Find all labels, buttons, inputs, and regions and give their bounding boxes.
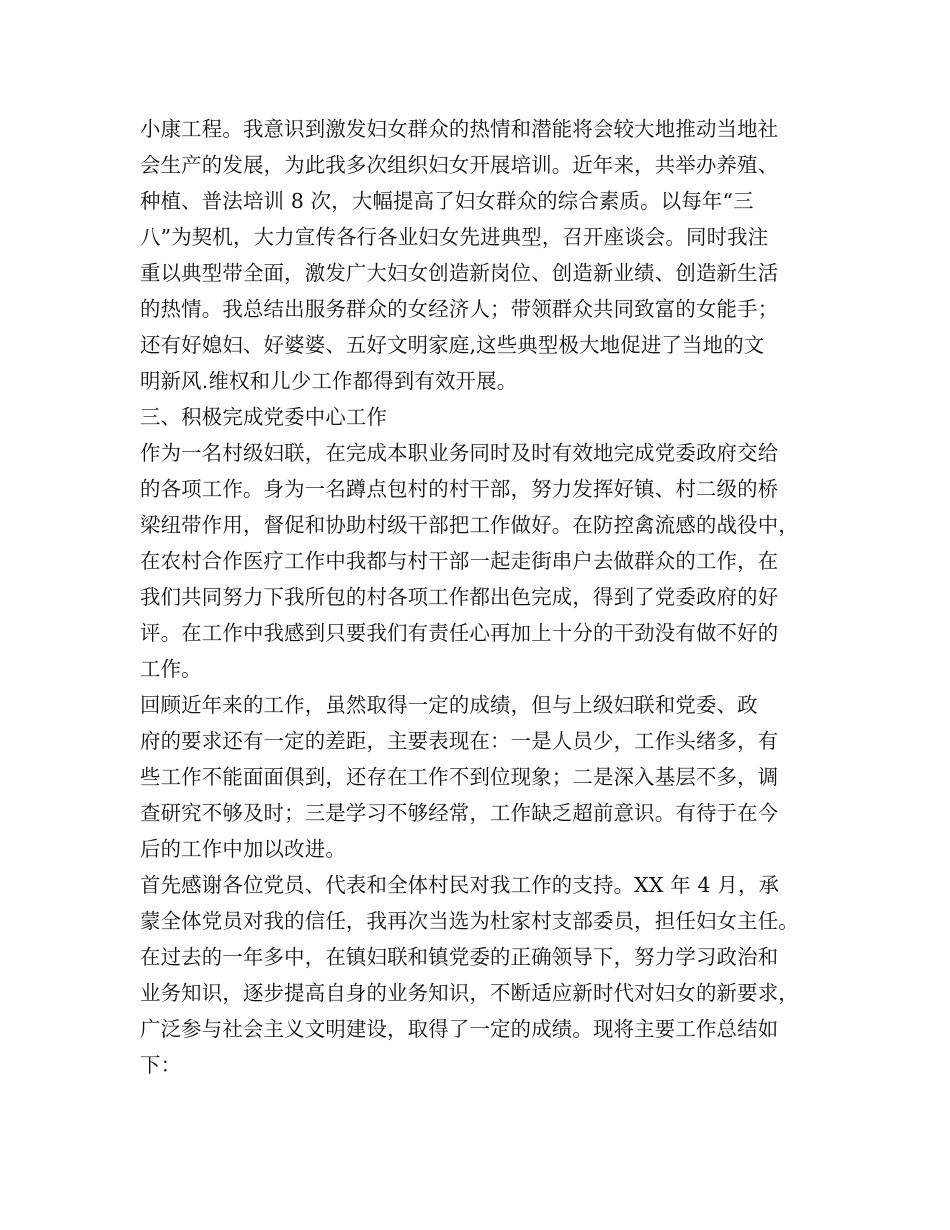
text-line: 种植、普法培训 8 次，大幅提高了妇女群众的综合素质。以每年“三	[140, 189, 754, 213]
text-line: 回顾近年来的工作，虽然取得一定的成绩，但与上级妇联和党委、政	[140, 693, 758, 717]
text-line: 的各项工作。身为一名蹲点包村的村干部，努力发挥好镇、村二级的桥	[140, 477, 779, 501]
text-line: 我们共同努力下我所包的村各项工作都出色完成，得到了党委政府的好	[140, 585, 779, 609]
text-line: 明新风.维权和儿少工作都得到有效开展。	[140, 369, 518, 393]
text-line: 的热情。我总结出服务群众的女经济人；带领群众共同致富的女能手；	[140, 297, 779, 321]
text-line: 些工作不能面面俱到，还存在工作不到位现象；二是深入基层不多，调	[140, 765, 779, 789]
text-line: 广泛参与社会主义文明建设，取得了一定的成绩。现将主要工作总结如	[140, 1017, 779, 1041]
text-line: 蒙全体党员对我的信任，我再次当选为杜家村支部委员，担任妇女主任。	[140, 909, 799, 933]
section-heading: 三、积极完成党委中心工作	[140, 405, 388, 429]
text-line: 首先感谢各位党员、代表和全体村民对我工作的支持。XX 年 4 月，承	[140, 873, 780, 897]
text-line: 会生产的发展，为此我多次组织妇女开展培训。近年来，共举办养殖、	[140, 153, 779, 177]
text-line: 梁纽带作用，督促和协助村级干部把工作做好。在防控禽流感的战役中，	[140, 513, 799, 537]
text-line: 评。在工作中我感到只要我们有责任心再加上十分的干劲没有做不好的	[140, 621, 779, 645]
text-line: 后的工作中加以改进。	[140, 837, 346, 861]
text-line: 府的要求还有一定的差距，主要表现在：一是人员少，工作头绪多，有	[140, 729, 779, 753]
text-line: 小康工程。我意识到激发妇女群众的热情和潜能将会较大地推动当地社	[140, 117, 779, 141]
text-line: 在过去的一年多中，在镇妇联和镇党委的正确领导下，努力学习政治和	[140, 945, 779, 969]
text-line: 工作。	[140, 657, 202, 681]
text-line: 在农村合作医疗工作中我都与村干部一起走街串户去做群众的工作，在	[140, 549, 779, 573]
text-line: 作为一名村级妇联，在完成本职业务同时及时有效地完成党委政府交给	[140, 441, 779, 465]
text-line: 业务知识，逐步提高自身的业务知识，不断适应新时代对妇女的新要求，	[140, 981, 799, 1005]
text-line: 还有好媳妇、好婆婆、五好文明家庭,这些典型极大地促进了当地的文	[140, 333, 765, 357]
text-line: 八”为契机，大力宣传各行各业妇女先进典型，召开座谈会。同时我注	[140, 225, 769, 249]
text-line: 下：	[140, 1053, 182, 1077]
text-line: 重以典型带全面，激发广大妇女创造新岗位、创造新业绩、创造新生活	[140, 261, 779, 285]
text-line: 查研究不够及时；三是学习不够经常，工作缺乏超前意识。有待于在今	[140, 801, 779, 825]
